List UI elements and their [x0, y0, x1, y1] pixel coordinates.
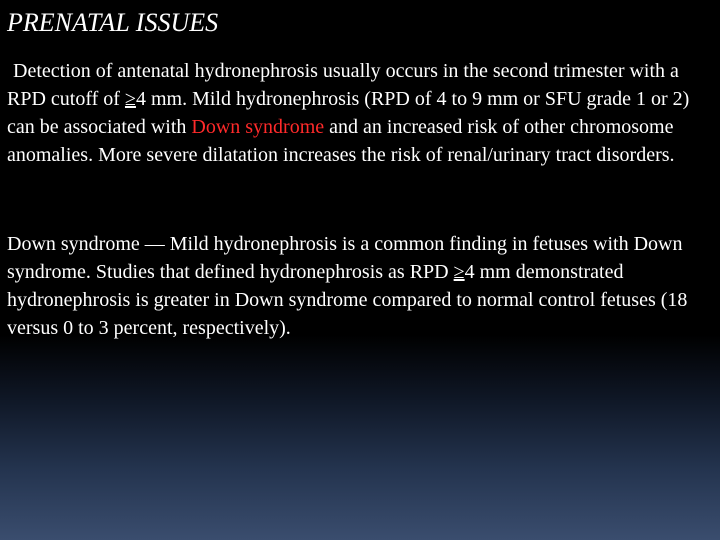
greater-equal-symbol: ≥ [124, 88, 136, 110]
down-syndrome-highlight: Down syndrome [191, 116, 325, 138]
paragraph-detection-text-b: 4 mm. Mild hydronephrosis (RPD of 4 to 9 mm or SFU grade 1 or 2) can be associated with [7, 88, 690, 138]
paragraph-detection-text-c: and an increased risk of other chromosome anomalies. More severe dilatation increases the risk of renal/urinary tract disorders. [7, 116, 675, 166]
paragraph-detection-text-a: Detection of antenatal hydronephrosis usually occurs in the second trimester with a RPD cutoff of [7, 60, 679, 110]
greater-equal-symbol: ≥ [453, 261, 465, 283]
paragraph-down-syndrome [7, 230, 707, 342]
paragraph-down-syndrome-text-a: Down syndrome — Mild hydronephrosis is a common finding in fetuses with Down syndrome. Studies that defined hydronephrosis as RPD [7, 233, 683, 283]
paragraph-detection [7, 57, 707, 169]
paragraph-down-syndrome-text-b: 4 mm demonstrated hydronephrosis is greater in Down syndrome compared to normal control fetuses (18 versus 0 to 3 percent, respectively). [7, 261, 688, 339]
slide-title: PRENATAL ISSUES [7, 8, 219, 37]
